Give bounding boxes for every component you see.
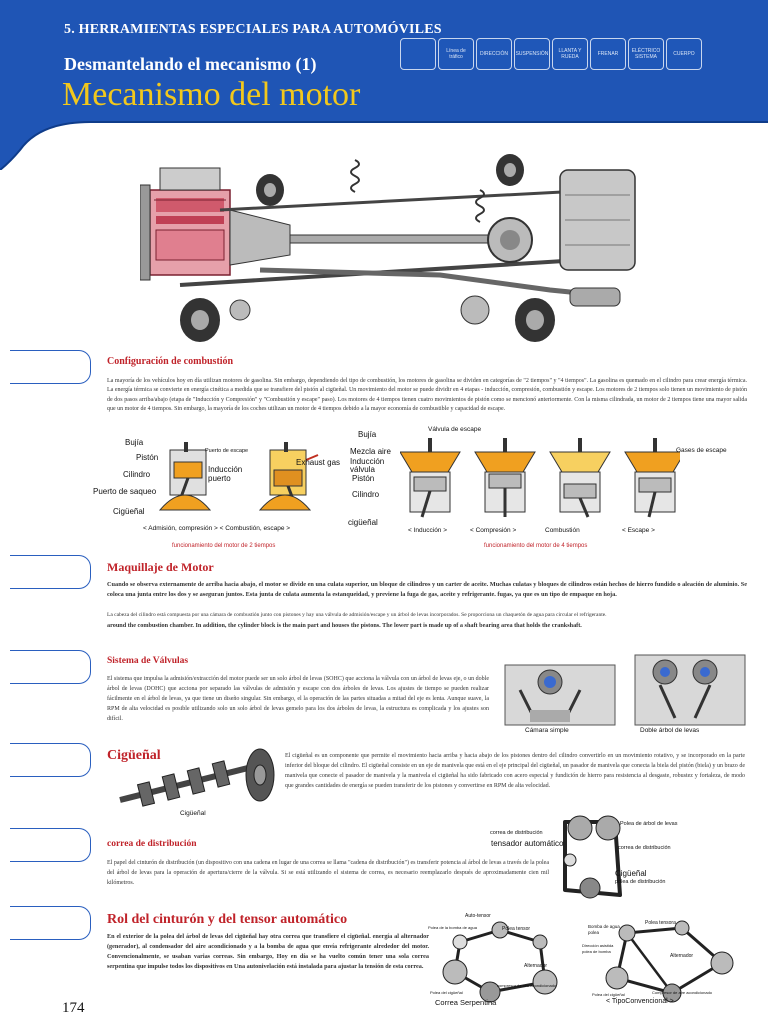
- timing-label-cam-pulley: Polea de árbol de levas: [620, 821, 678, 827]
- valves-heading: Sistema de Válvulas: [107, 656, 189, 666]
- nav-tab-brake[interactable]: FRENAR: [590, 38, 626, 70]
- conv-label-tensor-pulley: Polea tensora: [645, 920, 676, 926]
- serp-label-ac-compressor: compresor de aire acondicionado: [497, 983, 557, 988]
- side-tab-combustion[interactable]: [10, 350, 91, 384]
- nav-tab-wheel[interactable]: LLANTA Y RUEDA: [552, 38, 588, 70]
- makeup-body-3: around the combustion chamber. In addition, the cylinder block is the main part and houses the pistons. The lower part is made up of a shaft bearing area that holds the crankshaft.: [107, 622, 582, 629]
- four-stroke-label-piston: Pistón: [352, 474, 375, 483]
- two-stroke-label-cylinder: Cilindro: [123, 470, 151, 479]
- combustion-body: La mayoría de los vehículos hoy en día utilizan motores de gasolina. Sin embargo, dependiendo del tipo de combustión, los motores de gasolina se dividen en categorías de "2 tiempos" y "4 tiempos". La gasolina es quemado en el cilindro para crear energía térmica. La energía térmica se convierte en energía cinética a medida que se transfiere del pistón al cigüeñal. Un movimiento del motor se puede dividir en 4 etapas - inducción, compresión, combustión y escape. Los motores de 2 tiempos solo tienen un movimiento de pistón de dos pasos arriba/abajo (etapa de "Inducción y Compresión" y "Combustión y escape" paso). Los motores de 4 tiempos tienen cuatro movimientos de pistón como se mencionó anteriormente. Con la misma cilindrada, un motor de 2 tiempos tiene una mayor salida que un motor de 4 tiempos. Sin embargo, la mayoría de los coches utilizan un motor de 4 tiempos debido a la mayor economía de combustible y capacidad de escape.: [107, 378, 747, 413]
- timing-label-belt-2: correa de distribución: [618, 845, 671, 851]
- four-stroke-label-mixture: Mezcla aire: [350, 447, 391, 456]
- timing-heading: correa de distribución: [107, 839, 197, 849]
- nav-tab-blank[interactable]: [400, 38, 436, 70]
- conv-label-ac-compressor: Compresor de aire acondicionado: [652, 990, 713, 995]
- nav-tab-electric[interactable]: ELÉCTRICO SISTEMA: [628, 38, 664, 70]
- two-stroke-label-transfer-port: Puerto de saqueo: [93, 487, 157, 496]
- timing-label-pulley: polea de distribución: [615, 879, 666, 885]
- makeup-heading: Maquillaje de Motor: [107, 560, 214, 574]
- serp-label-tensor-pulley: Polea tensor: [502, 926, 531, 932]
- four-stroke-caption: funcionamiento del motor de 4 tiempos: [484, 543, 588, 549]
- nav-tab-suspension[interactable]: SUSPENSIÓN: [514, 38, 550, 70]
- four-stroke-label-crankshaft: cigüeñal: [348, 518, 378, 527]
- timing-body: El papel del cinturón de distribución (un dispositivo con una cadena en lugar de una correa se llama "cadena de distribución") es transferir potencia al árbol de levas a través de la polea del árbol de levas para la operación de apertura/cierre de la válvula. Si se está utilizando el sistema de correa, es necesario reemplazarlo después de aproximadamente cien mil kilómetros.: [107, 860, 549, 886]
- crank-heading: Cigüeñal: [107, 748, 161, 763]
- timing-label-tensioner: tensador automático: [491, 839, 564, 848]
- nav-tab-steering[interactable]: DIRECCIÓN: [476, 38, 512, 70]
- four-stroke-label-cylinder: Cilindro: [352, 490, 380, 499]
- serp-label-water-pump: Polea de la bomba de agua: [428, 925, 477, 930]
- four-stroke-step-combustion: Combustión: [545, 527, 580, 534]
- four-stroke-step-compression: < Compresión >: [470, 527, 517, 534]
- two-stroke-label-intake-port: Inducción puerto: [208, 465, 243, 483]
- page-title: Mecanismo del motor: [62, 76, 361, 113]
- combustion-heading: Configuración de combustión: [107, 356, 234, 367]
- side-tab-makeup[interactable]: [10, 555, 91, 589]
- two-stroke-label-crankshaft: Cigüeñal: [113, 507, 145, 516]
- timing-label-belt-1: correa de distribución: [490, 830, 543, 836]
- side-tab-belt[interactable]: [10, 906, 91, 940]
- timing-label-crankshaft: Cigüeñal: [615, 869, 647, 878]
- conv-label-water-pump: Bomba de agua polea: [588, 924, 620, 935]
- serp-label-auto-tensor: Auto-tensor: [465, 913, 491, 919]
- valve-illustrations: [500, 650, 750, 730]
- belt-body: En el exterior de la polea del árbol de levas del cigüeñal hay otra correa que transfiere el cigüeñal. energía al alternador (generador), al condensador del aire acondicionado y a la bomba de agua que envía refrigerante alrededor del motor. Convencionalmente, se usaban varias correas. Sin embargo, Hoy en día se ha vuelto común tener una sola correa serpentina que impulse todos los dispositivos en Una autonivelación está instalada para ajustar la tensión de esta correa.: [107, 933, 429, 970]
- two-stroke-caption: funcionamiento del motor de 2 tiempos: [172, 543, 276, 549]
- serp-label-alternator: Alternador: [524, 963, 548, 969]
- four-stroke-label-exhaust-gas: Gases de escape: [676, 447, 727, 454]
- chassis-illustration: [140, 150, 640, 345]
- valves-body: El sistema que impulsa la admisión/extracción del motor puede ser un solo árbol de levas (SOHC) que acciona la válvula con un árbol de levas eje, o un doble árbol de levas (DOHC) que acciona por separado las válvulas de admisión y escape con dos árboles de levas. Los ajustes de tiempo se pueden realizar fácilmente en el árbol de levas, ya que tiene un diseño singular. Sin embargo, el la operación de las partes situadas a mitad del eje es lenta. Aunque suave, la RPM de alta velocidad es posible utilizando solo un solo árbol de levas gemelo para los dos árboles de levas, la estructura es complicada y los ajustes son difícil.: [107, 676, 489, 722]
- nav-tab-traffic-line[interactable]: Línea de tráfico: [438, 38, 474, 70]
- two-stroke-label-exhaust-port: Puerto de escape: [205, 448, 249, 454]
- conv-label-power-steering: Dirección asistida polea de bomba: [582, 943, 614, 954]
- side-tab-crank[interactable]: [10, 743, 91, 777]
- belt-heading: Rol del cinturón y del tensor automático: [107, 912, 348, 927]
- two-stroke-label-spark: Bujía: [125, 438, 144, 447]
- serp-label-crank-pulley: Polea del cigüeñal: [430, 990, 463, 995]
- side-tab-timing[interactable]: [10, 828, 91, 862]
- crank-label: Cigüeñal: [180, 810, 206, 817]
- page-subtitle: Desmantelando el mecanismo (1): [64, 54, 317, 74]
- crank-body: El cigüeñal es un componente que permite el movimiento hacia arriba y hacia abajo de los pistones dentro del cilindro convertirlo en un movimiento rotativo, y se incorporado en la parte inferior del bloque del cilindro. El cigüeñal consiste en un eje de manivela que está en el eje principal del cigüeñal, un pasador de manivela que conecta la biela del pistón (biela) y un brazo de manivela que conecte el pasador de manivela y la manivela el cigüeñal ha sido fabricado con acero especial y fundición de hierro para resistencia al desgaste, robustez y fortaleza, de modo que grandes cantidades de energía se pueden transferir de los pistones y convertirse en RPM de alta velocidad.: [285, 753, 745, 789]
- four-stroke-step-intake: < Inducción >: [408, 527, 448, 534]
- conv-label-title: < TipoConvencional >: [606, 998, 674, 1005]
- two-stroke-label-exhaust-gas: Exhaust gas: [296, 458, 341, 467]
- makeup-body-2: La cabeza del cilindro está compuesta por una cámara de combustión junto con pistones y hay una válvula de admisión/escape y un árbol de levas incorporados. Se proporciona un chaquetón de agua para circular el refrigerante.: [107, 612, 607, 618]
- two-stroke-label-piston: Pistón: [136, 453, 159, 462]
- four-stroke-label-spark: Bujía: [358, 430, 377, 439]
- conv-label-crank-pulley: Polea del cigüeñal: [592, 992, 625, 997]
- makeup-body-1: Cuando se observa externamente de arriba hacia abajo, el motor se divide en una culata superior, un bloque de cilindros y un carter de aceite. Muchas culatas y bloques de cilindros están hechos de hierro fundido o aleación de aluminio. Se coloca una junta entre los dos y se aseguran juntos. Esta junta de culata aumenta la estanqueidad, y previene la fuga de gas, aceite y refrigerante. fugas, ya que es un tipo de empaque en hoja.: [107, 581, 747, 598]
- serp-label-title: Correa Serpentina: [435, 998, 497, 1007]
- page-number: 174: [62, 1000, 85, 1016]
- valve-caption-double: Doble árbol de levas: [640, 727, 700, 734]
- crankshaft-illustration: [110, 745, 280, 820]
- two-stroke-steps: < Admisión, compresión > < Combustión, escape >: [143, 525, 291, 532]
- nav-tab-body[interactable]: CUERPO: [666, 38, 702, 70]
- four-stroke-label-intake-valve: Inducción válvula: [350, 457, 385, 474]
- side-tab-valves[interactable]: [10, 650, 91, 684]
- conv-label-alternator: Alternador: [670, 953, 694, 959]
- chapter-title: 5. HERRAMIENTAS ESPECIALES PARA AUTOMÓVILES: [64, 22, 442, 37]
- four-stroke-label-exhaust-valve: Válvula de escape: [428, 426, 482, 433]
- valve-caption-single: Cámara simple: [525, 727, 569, 734]
- four-stroke-diagram: [400, 432, 680, 527]
- four-stroke-step-exhaust: < Escape >: [622, 527, 655, 534]
